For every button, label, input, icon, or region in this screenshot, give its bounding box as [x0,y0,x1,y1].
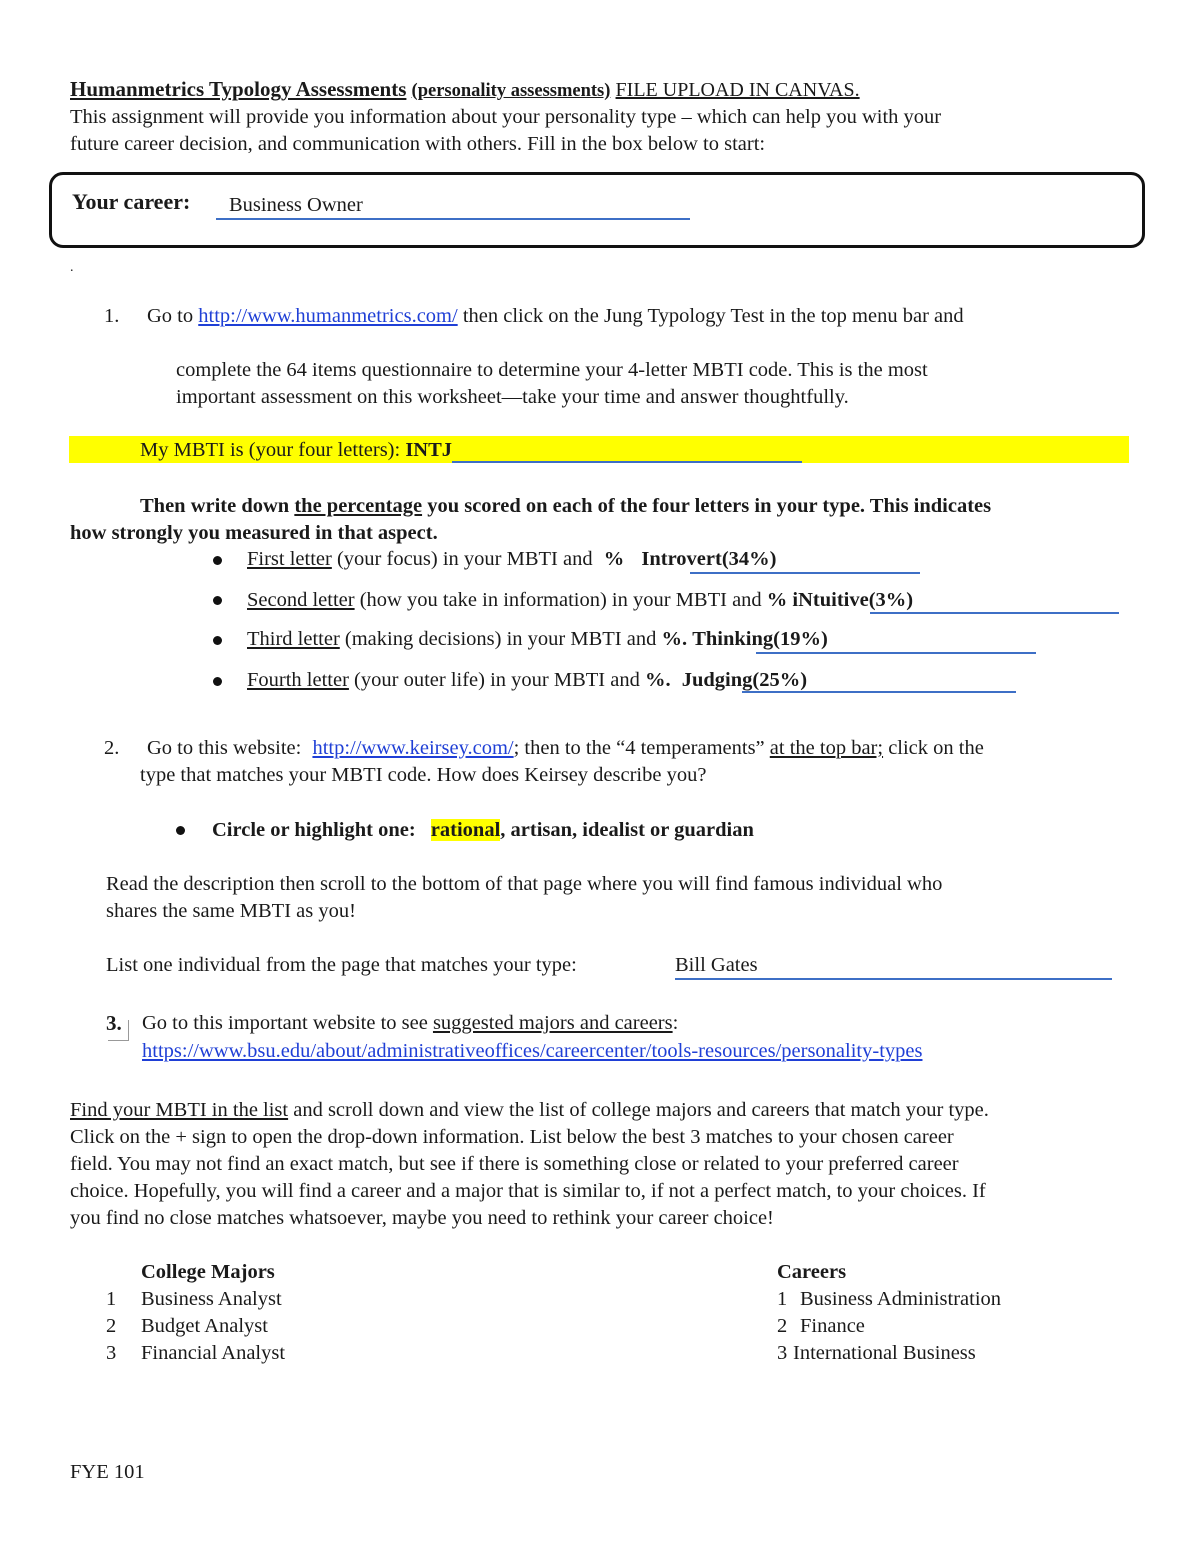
step2-text-mid: ; then to the “4 temperaments” [513,737,765,759]
circle-label: Circle or highlight one: [212,819,416,841]
major-item[interactable]: Financial Analyst [141,1342,286,1364]
percent-intro-a: Then write down [140,495,290,517]
read-line-2: shares the same MBTI as you! [106,900,356,922]
letter-pct: % [766,589,788,611]
list-item [106,1340,116,1367]
title-tail: FILE UPLOAD IN CANVAS. [615,79,860,101]
step2-text-underlined: at the top bar; [769,737,884,759]
letter-pct: % [603,548,625,570]
footer-course: FYE 101 [70,1461,145,1483]
careers-header: Careers [777,1261,847,1283]
step3-line [142,1010,678,1037]
letter-item-third [247,626,828,653]
letter-answer[interactable]: iNtuitive(3%) [792,589,914,611]
find-para-line-5: you find no close matches whatsoever, maybe you need to rethink your career choice! [70,1207,774,1229]
career-label: Your career: [72,189,191,214]
letter-label: Second letter [247,589,355,611]
letter-answer[interactable]: Judging(25%) [681,669,808,691]
bullet-dot [176,826,185,835]
item-number: 3 [777,1342,788,1364]
temperament-options [212,817,754,844]
title-paren: (personality assessments) [411,81,611,101]
step1-number: 1. [104,305,120,327]
step3-text: Go to this important website to see [142,1012,428,1034]
step2-line-1 [147,735,984,762]
list-item [777,1313,787,1340]
letter-pct: %. [644,669,671,691]
letter-label: First letter [247,548,332,570]
stray-mark: . [70,260,74,275]
step3-marker [108,1020,129,1041]
step2-line-2: type that matches your MBTI code. How does Keirsey describe you? [140,764,707,786]
letter-pct: %. [661,628,688,650]
find-para-rest: and scroll down and view the list of college majors and careers that match your type. [293,1099,989,1121]
step1-text-before: Go to [147,305,194,327]
title-main: Humanmetrics Typology Assessments [70,77,407,101]
step1-line [147,303,964,330]
bullet-dot [213,556,222,565]
letter-label: Third letter [247,628,340,650]
individual-label: List one individual from the page that matches your type: [106,954,577,976]
majors-header: College Majors [141,1261,275,1283]
bullet-dot [213,677,222,686]
percent-intro-underlined: the percentage [294,495,423,517]
find-para-line-3: field. You may not find an exact match, but see if there is something close or related to your preferred career [70,1153,959,1175]
find-para-line-1 [70,1097,989,1124]
read-line-1: Read the description then scroll to the bottom of that page where you will find famous individual who [106,873,943,895]
list-item [106,1313,116,1340]
item-number: 3 [106,1342,117,1364]
letter-answer[interactable]: Introvert(34%) [641,548,777,570]
mbti-line [140,437,452,464]
letter-answer-line [756,652,1036,654]
percent-intro-b: you scored on each of the four letters in your type. This indicates [427,495,992,517]
list-item [777,1340,787,1367]
find-para-line-4: choice. Hopefully, you will find a career and a major that is similar to, if not a perfect match, to your choices. If [70,1180,986,1202]
intro-line-2: future career decision, and communication with others. Fill in the box below to start: [70,133,766,155]
letter-desc: (making decisions) in your MBTI and [344,628,657,650]
list-item [106,1286,116,1313]
career-box [49,172,1145,248]
step2-text-end: click on the [888,737,984,759]
letter-desc: (how you take in information) in your MBTI and [359,589,762,611]
bullet-dot [213,636,222,645]
mbti-value[interactable]: INTJ [405,439,453,461]
item-number: 2 [777,1315,788,1337]
temperament-others: , artisan, idealist or guardian [500,819,754,841]
percent-intro-line-2: how strongly you measured in that aspect. [70,522,438,544]
temperament-selected[interactable]: rational [430,819,501,841]
individual-value[interactable]: Bill Gates [675,954,758,976]
major-item[interactable]: Budget Analyst [141,1315,268,1337]
humanmetrics-link[interactable]: http://www.humanmetrics.com/ [198,305,458,327]
item-number: 1 [777,1288,788,1310]
letter-label: Fourth letter [247,669,349,691]
career-item[interactable]: International Business [793,1342,976,1364]
bsu-link[interactable]: https://www.bsu.edu/about/administrativeoffices/careercenter/tools-resources/personality-types [142,1040,923,1062]
letter-desc: (your outer life) in your MBTI and [354,669,640,691]
mbti-label: My MBTI is (your four letters): [140,439,401,461]
step2-text-before: Go to this website: [147,737,302,759]
major-item[interactable]: Business Analyst [141,1288,282,1310]
step2-number: 2. [104,737,120,759]
step1-text-after: then click on the Jung Typology Test in the top menu bar and [462,305,964,327]
career-item[interactable]: Business Administration [800,1288,1002,1310]
bullet-dot [213,596,222,605]
item-number: 1 [106,1288,117,1310]
intro-line-1: This assignment will provide you information about your personality type – which can help you with your [70,106,942,128]
item-number: 2 [106,1315,117,1337]
page-title [70,76,860,105]
letter-item-first [247,546,776,573]
letter-item-second [247,587,913,614]
find-para-line-2: Click on the + sign to open the drop-down information. List below the best 3 matches to your chosen career [70,1126,954,1148]
percent-intro-line-1 [140,493,991,520]
step3-number: 3. [106,1011,122,1035]
letter-desc: (your focus) in your MBTI and [336,548,593,570]
letter-answer-line [690,572,920,574]
letter-item-fourth [247,667,807,694]
mbti-answer-line [452,461,802,463]
letter-answer[interactable]: Thinking(19%) [692,628,828,650]
step1-para-line-2: important assessment on this worksheet—take your time and answer thoughtfully. [176,386,849,408]
letter-answer-line [742,691,1016,693]
step1-para-line-1: complete the 64 items questionnaire to determine your 4-letter MBTI code. This is the most [176,359,928,381]
individual-answer-line [675,978,1112,980]
find-para-underlined: Find your MBTI in the list [70,1099,289,1121]
letter-answer-line [870,612,1119,614]
career-item[interactable]: Finance [800,1315,865,1337]
keirsey-link[interactable]: http://www.keirsey.com/ [312,737,514,759]
list-item [777,1286,787,1313]
career-answer-line [216,218,690,220]
step3-text-underlined: suggested majors and careers [432,1012,673,1034]
career-value[interactable]: Business Owner [229,194,363,216]
step3-colon: : [672,1012,679,1034]
